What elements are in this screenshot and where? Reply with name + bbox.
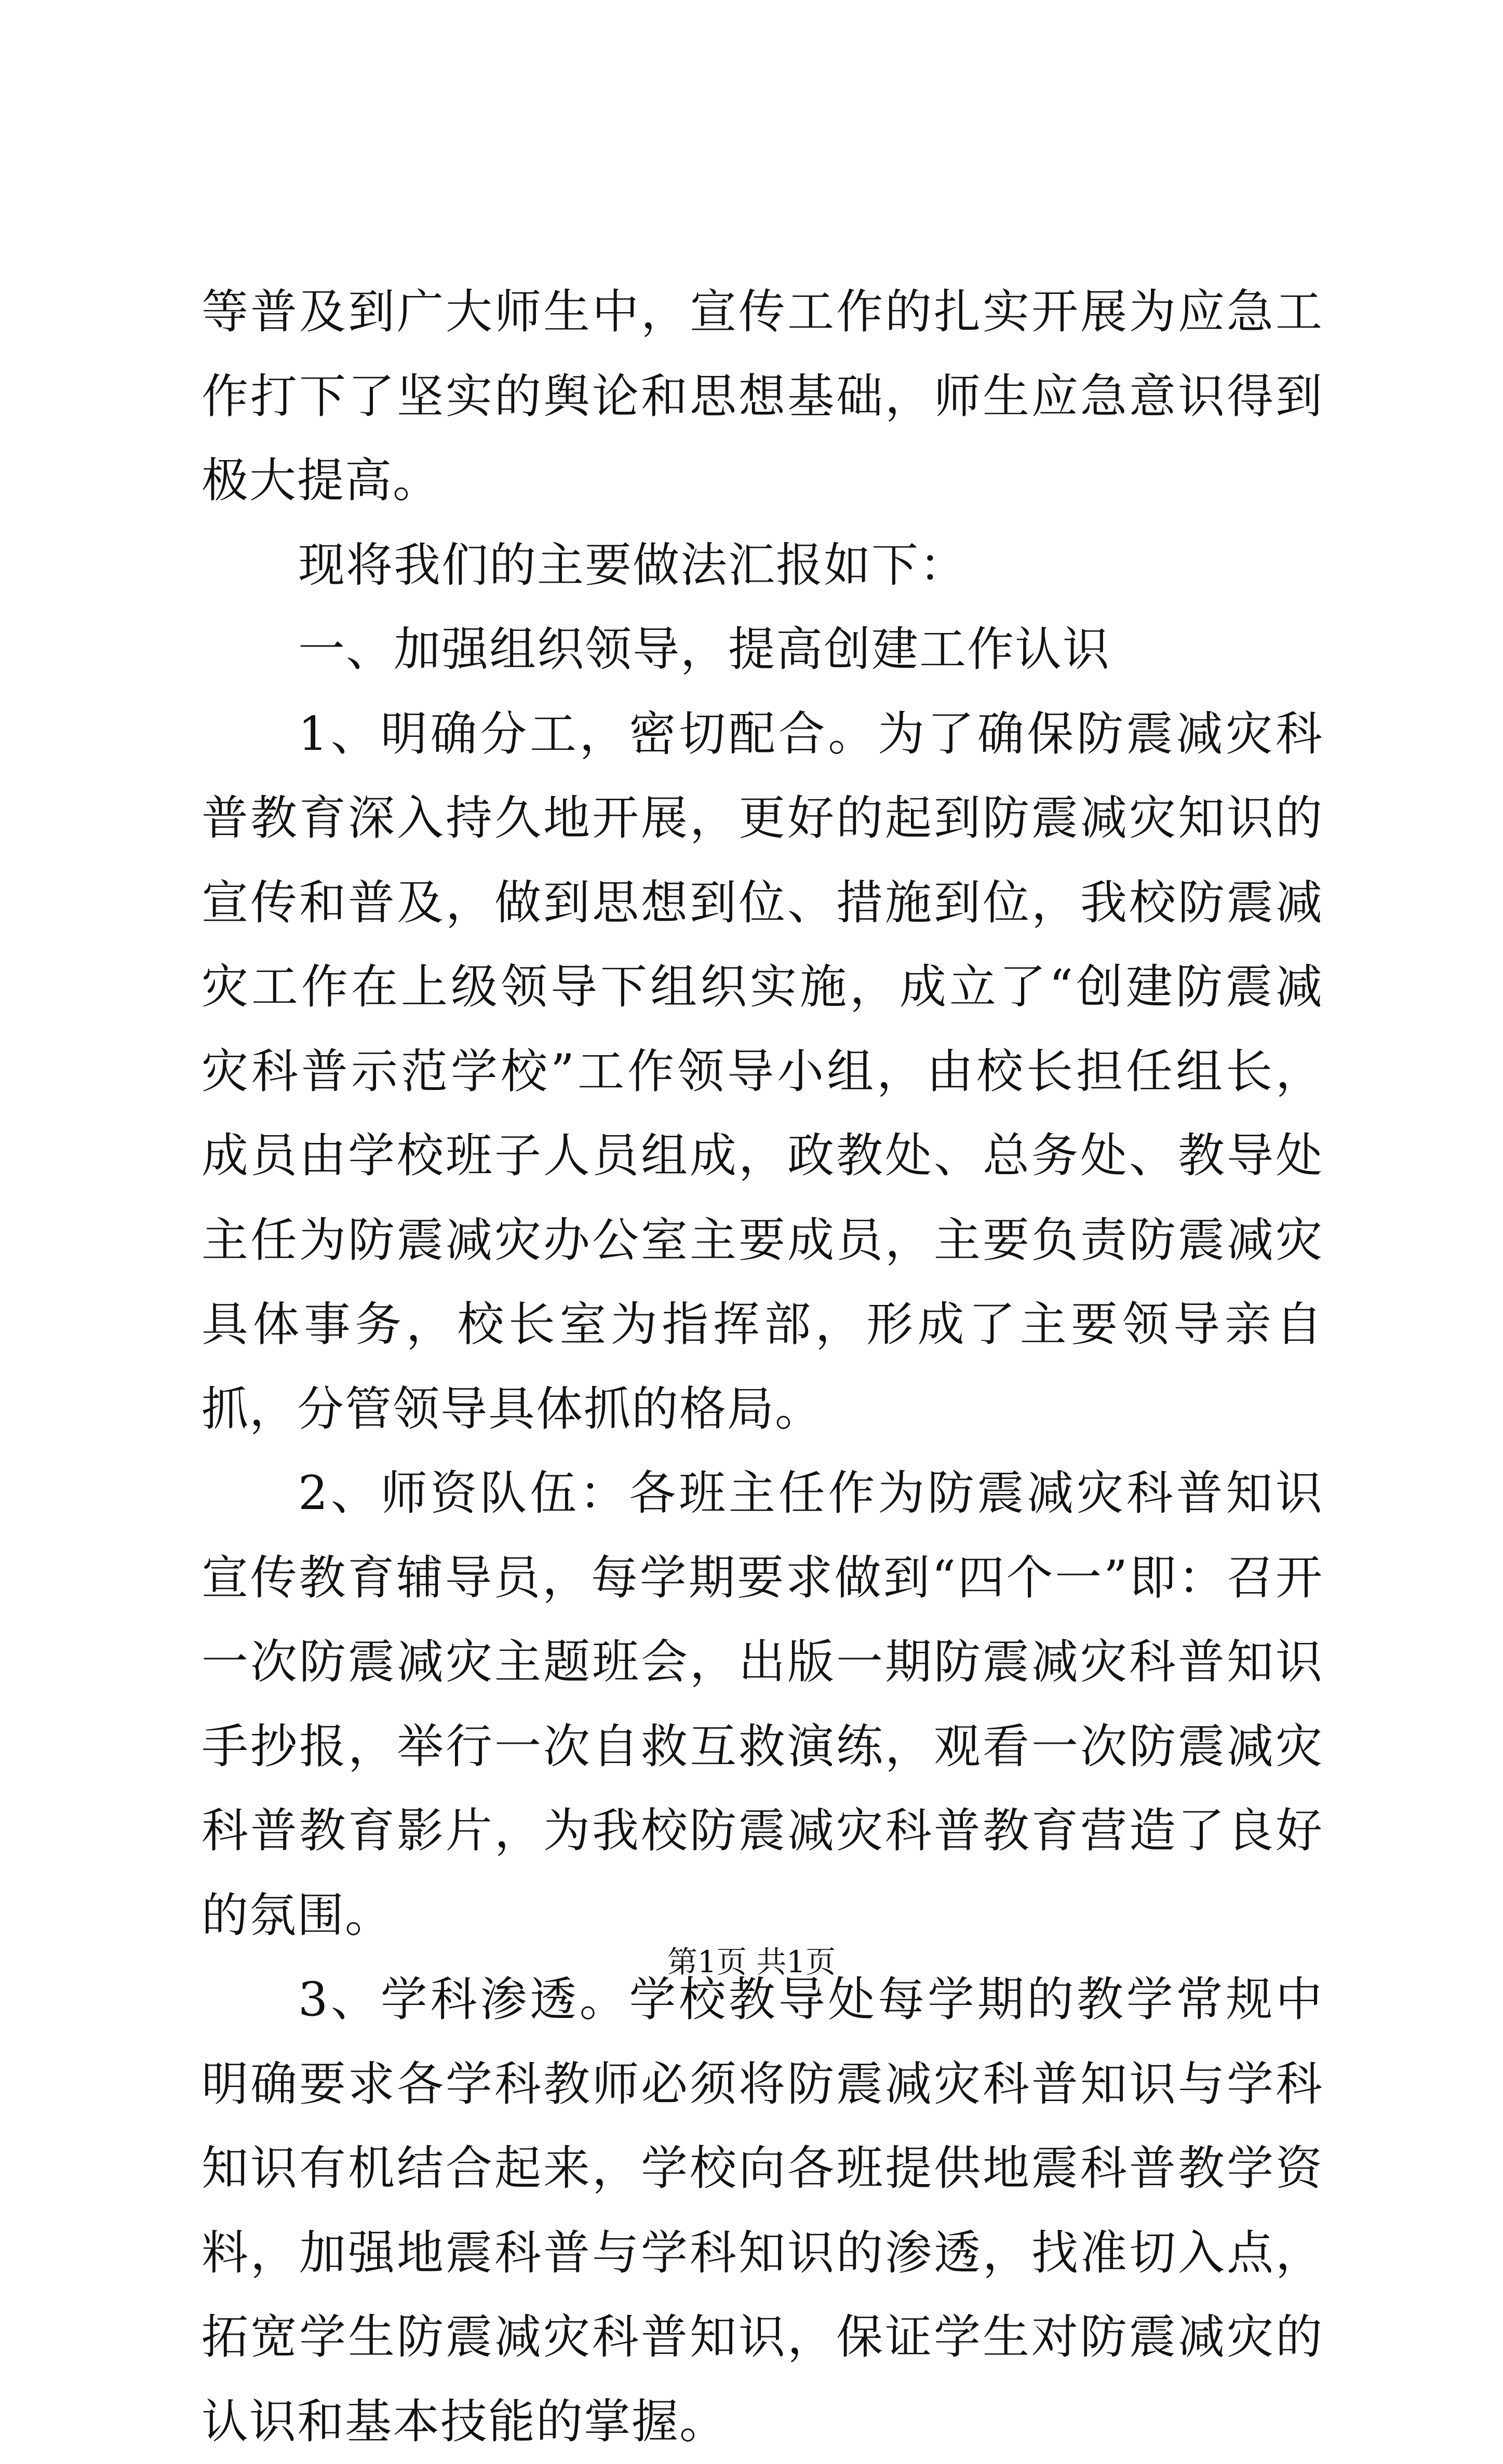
paragraph-continuation: 等普及到广大师生中，宣传工作的扎实开展为应急工作打下了坚实的舆论和思想基础，师生应急意识得到极大提高。 (202, 285, 1323, 508)
paragraph-item-3: 3、学科渗透。学校教导处每学期的教学常规中明确要求各学科教师必须将防震减灾科普知识与学科知识有机结合起来，学校向各班提供地震科普教学资料，加强地震科普与学科知识的渗透，找准切入点，拓宽学生防震减灾科普知识，保证学生对防震减灾的认识和基本技能的掌握。 (202, 1972, 1323, 2449)
paragraph-intro: 现将我们的主要做法汇报如下： (298, 537, 967, 593)
paragraph-item-2: 2、师资队伍：各班主任作为防震减灾科普知识宣传教育辅导员，每学期要求做到“四个一”即：召开一次防震减灾主题班会，出版一期防震减灾科普知识手抄报，举行一次自救互救演练，观看一次防震减灾科普教育影片，为我校防震减灾科普教育营造了良好的氛围。 (202, 1466, 1323, 1943)
document-body (202, 270, 1323, 2464)
section-heading: 一、加强组织领导，提高创建工作认识 (298, 622, 1110, 677)
page-footer: 第1页 共1页 (667, 1944, 836, 1980)
paragraph-item-1: 1、明确分工，密切配合。为了确保防震减灾科普教育深入持久地开展，更好的起到防震减灾知识的宣传和普及，做到思想到位、措施到位，我校防震减灾工作在上级领导下组织实施，成立了“创建防震减灾科普示范学校”工作领导小组，由校长担任组长，成员由学校班子人员组成，政教处、总务处、教导处主任为防震减灾办公室主要成员，主要负责防震减灾具体事务，校长室为指挥部，形成了主要领导亲自抓，分管领导具体抓的格局。 (202, 706, 1323, 1436)
